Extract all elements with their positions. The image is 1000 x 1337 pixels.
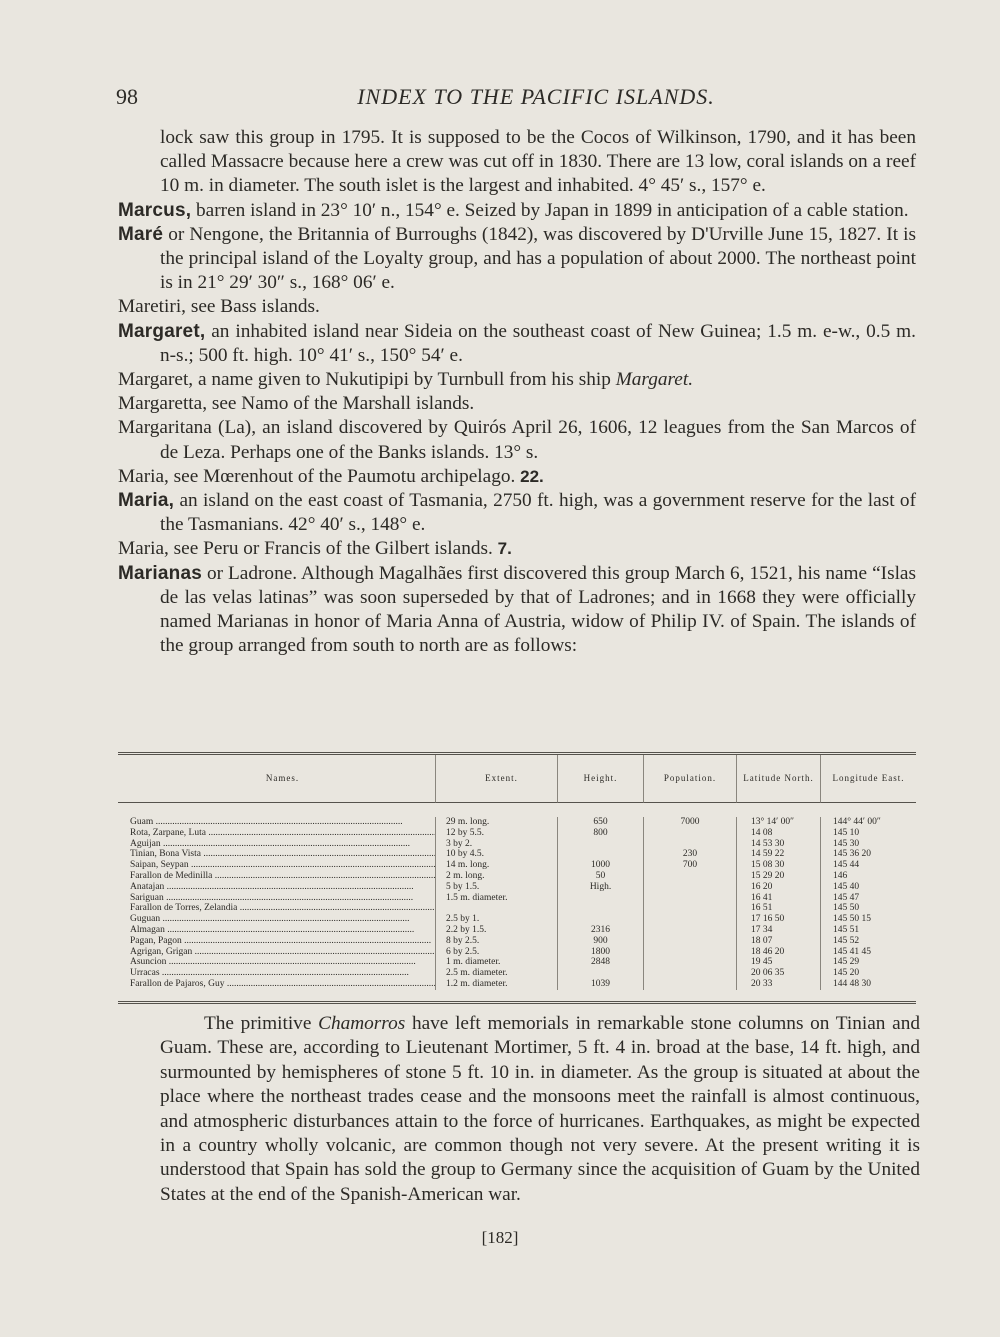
index-entry bbox=[118, 392, 916, 416]
cell-longitude: 145 30 bbox=[833, 838, 860, 849]
cell-height: High. bbox=[558, 882, 644, 893]
cell-latitude: 14 08 bbox=[737, 828, 821, 839]
cell-extent: 2.5 m. diameter. bbox=[436, 968, 558, 979]
cell-extent: 2 m. long. bbox=[436, 871, 558, 882]
col-header-names: Names. bbox=[118, 755, 436, 803]
cell-longitude: 144 48 30 bbox=[833, 978, 871, 989]
cell-longitude: 145 50 bbox=[833, 903, 860, 914]
col-header-extent: Extent. bbox=[436, 755, 558, 803]
cell-height bbox=[558, 849, 644, 860]
index-entries bbox=[118, 126, 916, 658]
cell-longitude: 145 51 bbox=[833, 924, 860, 935]
entry-text: Maria, see Mœrenhout of the Paumotu archipelago. bbox=[118, 465, 521, 487]
paragraph-italic: Chamorros bbox=[318, 1013, 406, 1034]
cell-height: 800 bbox=[558, 828, 644, 839]
cell-latitude: 15 29 20 bbox=[737, 871, 821, 882]
cell-name: Urracas ..... bbox=[118, 968, 436, 979]
cell-height: 2316 bbox=[558, 925, 644, 936]
cell-population bbox=[644, 925, 737, 936]
cell-name: Tinian, Bona Vista ..... bbox=[118, 849, 436, 860]
cell-population bbox=[644, 839, 737, 850]
entry-headword: Margaret, bbox=[118, 320, 206, 342]
cell-latitude: 20 33 bbox=[737, 979, 821, 990]
cell-longitude: 145 44 bbox=[833, 860, 860, 871]
cell-extent: 1 m. diameter. bbox=[436, 957, 558, 968]
cell-extent: 1.2 m. diameter. bbox=[436, 979, 558, 990]
cell-population bbox=[644, 871, 737, 882]
entry-headword: Marianas bbox=[118, 562, 202, 584]
cell-population: 7000 bbox=[644, 817, 737, 828]
islands-table bbox=[118, 752, 916, 1004]
index-entry bbox=[118, 126, 916, 199]
cell-population bbox=[644, 882, 737, 893]
index-entry bbox=[118, 465, 916, 489]
cell-latitude: 20 06 35 bbox=[737, 968, 821, 979]
col-header-height: Height. bbox=[558, 755, 644, 803]
cell-longitude: 145 40 bbox=[833, 881, 860, 892]
table-row bbox=[118, 849, 916, 860]
entry-headword: Maria, bbox=[118, 490, 175, 512]
entry-plate-number: 7. bbox=[497, 539, 512, 559]
cell-longitude: 146 bbox=[833, 870, 848, 881]
table-row bbox=[118, 839, 916, 850]
cell-latitude: 15 08 30 bbox=[737, 860, 821, 871]
entry-text: an island on the east coast of Tasmania, 2750 ft. high, was a government reserve for the last of the Tasmanians. 42° 40′ s., 148° e. bbox=[160, 490, 916, 536]
cell-latitude: 16 41 bbox=[737, 893, 821, 904]
cell-name: Guguan ..... bbox=[118, 914, 436, 925]
entry-text: Maria, see Peru or Francis of the Gilbert islands. bbox=[118, 538, 498, 560]
index-entry bbox=[118, 416, 916, 464]
cell-population bbox=[644, 893, 737, 904]
entry-text: Margaritana (La), an island discovered by Quirós April 26, 1606, 12 leagues from the San Marcos of de Leza. Perhaps one of the Banks islands. 13° s. bbox=[118, 417, 916, 463]
table-row bbox=[118, 979, 916, 990]
running-title: INDEX TO THE PACIFIC ISLANDS. bbox=[357, 84, 715, 109]
table-row bbox=[118, 936, 916, 947]
index-entry bbox=[118, 368, 916, 392]
cell-extent: 2.2 by 1.5. bbox=[436, 925, 558, 936]
table-row bbox=[118, 893, 916, 904]
cell-longitude: 145 47 bbox=[833, 892, 860, 903]
footer-number: [182] bbox=[481, 1228, 519, 1247]
paragraph-text-1: The primitive bbox=[204, 1013, 319, 1034]
col-header-population: Population. bbox=[644, 755, 737, 803]
cell-population bbox=[644, 947, 737, 958]
entry-text: barren island in 23° 10′ n., 154° e. Seized by Japan in 1899 in anticipation of a cable station. bbox=[191, 199, 909, 221]
cell-name: Farallon de Medinilla ..... bbox=[118, 871, 436, 882]
entry-headword: Maré bbox=[118, 223, 164, 245]
cell-longitude: 145 29 bbox=[833, 957, 860, 968]
cell-longitude: 145 10 bbox=[833, 827, 860, 838]
index-entry bbox=[118, 489, 916, 537]
cell-extent: 10 by 4.5. bbox=[436, 849, 558, 860]
cell-extent: 12 by 5.5. bbox=[436, 828, 558, 839]
entry-text: Maretiri, see Bass islands. bbox=[118, 296, 320, 318]
table-row bbox=[118, 947, 916, 958]
cell-extent: 5 by 1.5. bbox=[436, 882, 558, 893]
cell-name: Farallon de Pajaros, Guy ..... bbox=[118, 979, 436, 990]
cell-extent: 6 by 2.5. bbox=[436, 947, 558, 958]
index-entry bbox=[118, 562, 916, 659]
cell-latitude: 17 16 50 bbox=[737, 914, 821, 925]
cell-longitude: 145 52 bbox=[833, 935, 860, 946]
cell-height: 50 bbox=[558, 871, 644, 882]
table-header-row bbox=[118, 755, 916, 803]
cell-latitude: 13° 14′ 00″ bbox=[737, 817, 821, 828]
cell-height: 1039 bbox=[558, 979, 644, 990]
table-row bbox=[118, 914, 916, 925]
index-entry bbox=[118, 199, 916, 223]
index-entry bbox=[118, 223, 916, 296]
closing-paragraph bbox=[160, 1012, 920, 1207]
cell-population bbox=[644, 914, 737, 925]
page-header bbox=[116, 84, 916, 118]
page-number: 98 bbox=[116, 84, 138, 109]
entry-plate-number: 22. bbox=[520, 466, 544, 486]
table-row bbox=[118, 828, 916, 839]
entry-text: Margaret, a name given to Nukutipipi by Turnbull from his ship bbox=[118, 369, 616, 391]
index-entry bbox=[118, 295, 916, 319]
cell-longitude: 145 50 15 bbox=[833, 914, 871, 925]
cell-name: Saipan, Seypan ..... bbox=[118, 860, 436, 871]
cell-population: 700 bbox=[644, 860, 737, 871]
cell-name: Farallon de Torres, Zelandia ..... bbox=[118, 903, 436, 914]
cell-height: 2848 bbox=[558, 957, 644, 968]
cell-extent: 8 by 2.5. bbox=[436, 936, 558, 947]
cell-latitude: 17 34 bbox=[737, 925, 821, 936]
cell-height: 1800 bbox=[558, 947, 644, 958]
table-body bbox=[118, 803, 916, 997]
cell-height: 1000 bbox=[558, 860, 644, 871]
entry-headword: Marcus, bbox=[118, 199, 192, 221]
entry-text: or Nengone, the Britannia of Burroughs (1842), was discovered by D'Urville June 15, 1827. It is the principal island of the Loyalty group, and has a population of about 2000. The northeast point is in 21° 29′ 30″ s., 168° 06′ e. bbox=[160, 223, 916, 294]
cell-name: Asuncion ..... bbox=[118, 957, 436, 968]
cell-extent bbox=[436, 903, 558, 914]
cell-latitude: 19 45 bbox=[737, 957, 821, 968]
cell-name: Anatajan ..... bbox=[118, 882, 436, 893]
cell-height bbox=[558, 839, 644, 850]
index-entry bbox=[118, 320, 916, 368]
cell-latitude: 16 20 bbox=[737, 882, 821, 893]
index-entry bbox=[118, 537, 916, 561]
table-row bbox=[118, 957, 916, 968]
cell-population bbox=[644, 968, 737, 979]
cell-longitude: 144° 44′ 00″ bbox=[833, 817, 881, 827]
cell-height: 650 bbox=[558, 817, 644, 828]
cell-name: Rota, Zarpane, Luta ..... bbox=[118, 828, 436, 839]
table-row bbox=[118, 968, 916, 979]
cell-name: Sariguan ..... bbox=[118, 893, 436, 904]
entry-italic: Margaret. bbox=[615, 369, 694, 391]
cell-latitude: 18 07 bbox=[737, 936, 821, 947]
cell-name: Agrigan, Grigan ..... bbox=[118, 947, 436, 958]
cell-population bbox=[644, 979, 737, 990]
cell-height bbox=[558, 893, 644, 904]
col-header-latitude: Latitude North. bbox=[737, 755, 821, 803]
cell-name: Guam ..... bbox=[118, 817, 436, 828]
col-header-longitude: Longitude East. bbox=[821, 755, 916, 803]
cell-population bbox=[644, 828, 737, 839]
cell-longitude: 145 36 20 bbox=[833, 849, 871, 860]
table-row bbox=[118, 817, 916, 828]
cell-latitude: 14 59 22 bbox=[737, 849, 821, 860]
cell-latitude: 18 46 20 bbox=[737, 947, 821, 958]
cell-population bbox=[644, 936, 737, 947]
cell-population bbox=[644, 903, 737, 914]
cell-name: Pagan, Pagon ..... bbox=[118, 936, 436, 947]
table-row bbox=[118, 903, 916, 914]
entry-text: an inhabited island near Sideia on the southeast coast of New Guinea; 1.5 m. e-w., 0.5 m. n-s.; 500 ft. high. 10° 41′ s., 150° 54′ e. bbox=[160, 320, 916, 366]
entry-text: lock saw this group in 1795. It is supposed to be the Cocos of Wilkinson, 1790, and it has been called Massacre because here a crew was cut off in 1830. There are 13 low, coral islands on a reef 10 m. in diameter. The south islet is the largest and inhabited. 4° 45′ s., 157° e. bbox=[160, 127, 916, 197]
cell-height bbox=[558, 968, 644, 979]
cell-population: 230 bbox=[644, 849, 737, 860]
paragraph-text-2: have left memorials in remarkable stone columns on Tinian and Guam. These are, according to Lieutenant Mortimer, 5 ft. 4 in. broad at the base, 14 ft. high, and surmounted by hemispheres of stone 5 ft. 10 in. in diameter. As the group is situated at about the place where the northeast trades cease and the monsoons meet the rainfall is almost continuous, and atmospheric disturbances attain to the force of hurricanes. Earthquakes, as might be expected in a country wholly volcanic, are common though not very severe. At the present writing it is understood that Spain has sold the group to Germany since the acquisition of Guam by the United States at the end of the Spanish-American war. bbox=[160, 1013, 920, 1205]
table-row bbox=[118, 860, 916, 871]
cell-extent: 14 m. long. bbox=[436, 860, 558, 871]
entry-text: Margaretta, see Namo of the Marshall islands. bbox=[118, 393, 475, 415]
cell-extent: 2.5 by 1. bbox=[436, 914, 558, 925]
table-row bbox=[118, 925, 916, 936]
cell-latitude: 14 53 30 bbox=[737, 839, 821, 850]
entry-text: or Ladrone. Although Magalhães first discovered this group March 6, 1521, his name “Islas de las velas latinas” was soon superseded by that of Ladrones; and in 1668 they were officially named Marianas in honor of Maria Anna of Austria, widow of Philip IV. of Spain. The islands of the group arranged from south to north are as follows: bbox=[160, 562, 916, 657]
cell-height: 900 bbox=[558, 936, 644, 947]
cell-longitude: 145 41 45 bbox=[833, 946, 871, 957]
cell-extent: 3 by 2. bbox=[436, 839, 558, 850]
cell-height bbox=[558, 914, 644, 925]
cell-extent: 1.5 m. diameter. bbox=[436, 893, 558, 904]
cell-population bbox=[644, 957, 737, 968]
table-row bbox=[118, 871, 916, 882]
cell-name: Almagan ..... bbox=[118, 925, 436, 936]
cell-name: Aguijan ..... bbox=[118, 839, 436, 850]
cell-height bbox=[558, 903, 644, 914]
cell-extent: 29 m. long. bbox=[436, 817, 558, 828]
cell-longitude: 145 20 bbox=[833, 968, 860, 979]
table-row bbox=[118, 882, 916, 893]
cell-latitude: 16 51 bbox=[737, 903, 821, 914]
